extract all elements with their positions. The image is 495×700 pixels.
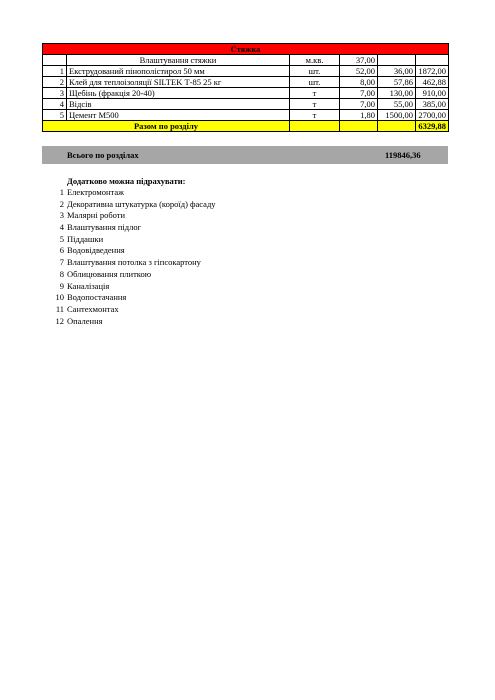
list-item: [42, 234, 342, 246]
list-item-number: 12: [55, 315, 64, 326]
list-item-number: 5: [59, 233, 64, 244]
header-sum-cell: [416, 55, 449, 66]
list-item-text: Водопостачання: [67, 292, 127, 303]
header-name: Влаштування стяжки: [67, 55, 290, 66]
row-unit: т: [290, 88, 340, 99]
list-item-text: Малярні роботи: [67, 210, 126, 221]
list-item-number: 1: [59, 187, 64, 197]
row-qty: 8,00: [340, 77, 378, 88]
section-title-row: [43, 44, 449, 55]
section-total-value: 6329,88: [416, 121, 449, 132]
list-item: [42, 292, 342, 304]
list-item: [42, 210, 342, 222]
section-table: [42, 43, 449, 132]
row-sum: 385,00: [416, 99, 449, 110]
header-unit: м.кв.: [290, 55, 340, 66]
header-price-cell: [378, 55, 416, 66]
extra-list: [42, 187, 342, 327]
row-unit: т: [290, 110, 340, 121]
list-item-number: 4: [59, 222, 64, 233]
table-row: [43, 88, 449, 99]
extra-title: Додатково можна підрахувати:: [67, 176, 186, 186]
list-item-number: 9: [59, 280, 64, 291]
section-header-row: [43, 55, 449, 66]
table-row: [43, 99, 449, 110]
total-empty-cell: [290, 121, 340, 132]
list-item-number: 8: [59, 268, 64, 279]
list-item-number: 11: [55, 303, 64, 314]
list-item: [42, 245, 342, 257]
estimate-sheet: [42, 43, 448, 132]
list-item-text: Сантехмонтах: [67, 303, 119, 314]
row-name: Відсів: [67, 99, 290, 110]
header-qty: 37,00: [340, 55, 378, 66]
list-item: [42, 222, 342, 234]
row-name: Цемент М500: [67, 110, 290, 121]
row-sum: 1872,00: [416, 66, 449, 77]
list-item-text: Влаштування підлог: [67, 222, 142, 233]
row-price: 130,00: [378, 88, 416, 99]
list-item-text: Облицювання плиткою: [67, 268, 152, 279]
row-no: 5: [43, 110, 67, 121]
row-no: 4: [43, 99, 67, 110]
list-item-number: 2: [59, 198, 64, 209]
row-sum: 462,88: [416, 77, 449, 88]
table-row: [43, 110, 449, 121]
row-unit: т: [290, 99, 340, 110]
list-item-number: 10: [55, 292, 64, 303]
header-no-cell: [43, 55, 67, 66]
row-qty: 7,00: [340, 88, 378, 99]
list-item-number: 6: [59, 245, 64, 256]
row-qty: 52,00: [340, 66, 378, 77]
row-no: 1: [43, 66, 67, 77]
row-qty: 1,80: [340, 110, 378, 121]
grand-total-value: 119846,36: [385, 150, 421, 160]
row-qty: 7,00: [340, 99, 378, 110]
list-item: [42, 269, 342, 281]
row-price: 1500,00: [378, 110, 416, 121]
row-sum: 910,00: [416, 88, 449, 99]
list-item: [42, 304, 342, 316]
row-name: Екструдований пінополістирол 50 мм: [67, 66, 290, 77]
list-item-text: Піддашки: [67, 233, 104, 244]
row-price: 57,86: [378, 77, 416, 88]
row-name: Клей для теплоізоляції SILTEK Т-85 25 кг: [67, 77, 290, 88]
list-item-text: Влаштування потолка з гіпсокартону: [67, 257, 201, 268]
list-item: [42, 316, 342, 328]
section-title: Стяжка: [43, 44, 449, 55]
list-item-text: Декоративна штукатурка (короїд) фасаду: [67, 198, 216, 209]
section-total-label: Разом по розділу: [43, 121, 290, 132]
list-item-text: Каналізація: [67, 280, 110, 291]
row-price: 36,00: [378, 66, 416, 77]
list-item-text: Електромонтаж: [67, 187, 125, 197]
grand-total-bar: [42, 146, 448, 164]
list-item-text: Водовідведення: [67, 245, 125, 256]
list-item-number: 3: [59, 210, 64, 221]
row-price: 55,00: [378, 99, 416, 110]
list-item-number: 7: [59, 257, 64, 268]
list-item: [42, 281, 342, 293]
row-no: 3: [43, 88, 67, 99]
row-sum: 2700,00: [416, 110, 449, 121]
list-item-text: Опалення: [67, 315, 103, 326]
row-unit: шт.: [290, 77, 340, 88]
row-name: Щебінь (фракція 20-40): [67, 88, 290, 99]
list-item: [42, 257, 342, 269]
section-total-row: [43, 121, 449, 132]
total-empty-cell: [378, 121, 416, 132]
table-row: [43, 66, 449, 77]
total-empty-cell: [340, 121, 378, 132]
table-row: [43, 77, 449, 88]
row-unit: шт.: [290, 66, 340, 77]
list-item: [42, 199, 342, 211]
list-item: [42, 187, 342, 199]
row-no: 2: [43, 77, 67, 88]
grand-total-label: Всього по розділах: [67, 150, 139, 160]
